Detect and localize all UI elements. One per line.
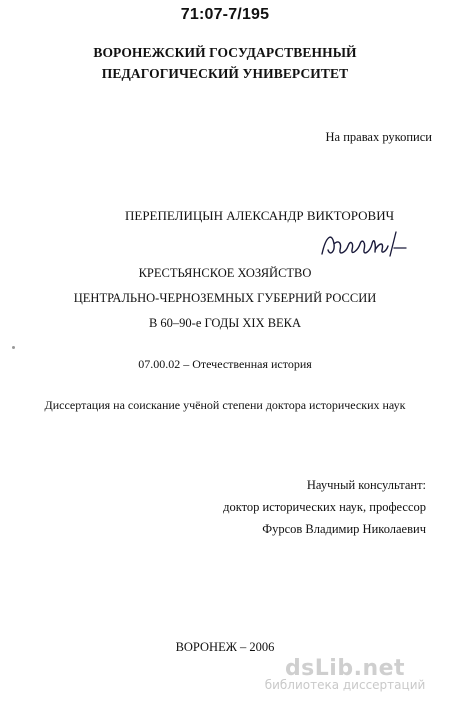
dissertation-title-line3: В 60–90-е ГОДЫ XIX ВЕКА xyxy=(148,316,302,330)
consultant-label: Научный консультант: xyxy=(306,478,426,492)
scan-speck xyxy=(12,346,15,349)
watermark-subtitle: библиотека диссертаций xyxy=(264,678,426,692)
specialty-code: 07.00.02 – Отечественная история xyxy=(138,357,312,371)
university-name-line1: ВОРОНЕЖСКИЙ ГОСУДАРСТВЕННЫЙ xyxy=(93,45,357,60)
dissertation-title-line2: ЦЕНТРАЛЬНО-ЧЕРНОЗЕМНЫХ ГУБЕРНИЙ РОССИИ xyxy=(73,291,377,305)
watermark xyxy=(250,656,440,692)
city-year: ВОРОНЕЖ – 2006 xyxy=(175,640,275,654)
author-signature xyxy=(318,226,408,267)
consultant-title: доктор исторических наук, профессор xyxy=(223,500,426,514)
author-name: ПЕРЕПЕЛИЦЫН АЛЕКСАНДР ВИКТОРОВИЧ xyxy=(125,208,395,223)
degree-statement: Диссертация на соискание учёной степени доктора исторических наук xyxy=(44,398,406,412)
manuscript-rights-note: На правах рукописи xyxy=(325,130,432,144)
watermark-logo: dsLib.net xyxy=(284,656,406,681)
university-name-line2: ПЕДАГОГИЧЕСКИЙ УНИВЕРСИТЕТ xyxy=(101,66,349,81)
archive-code: 71:07-7/195 xyxy=(180,6,270,23)
dissertation-title-line1: КРЕСТЬЯНСКОЕ ХОЗЯЙСТВО xyxy=(138,266,312,280)
consultant-name: Фурсов Владимир Николаевич xyxy=(262,522,426,536)
